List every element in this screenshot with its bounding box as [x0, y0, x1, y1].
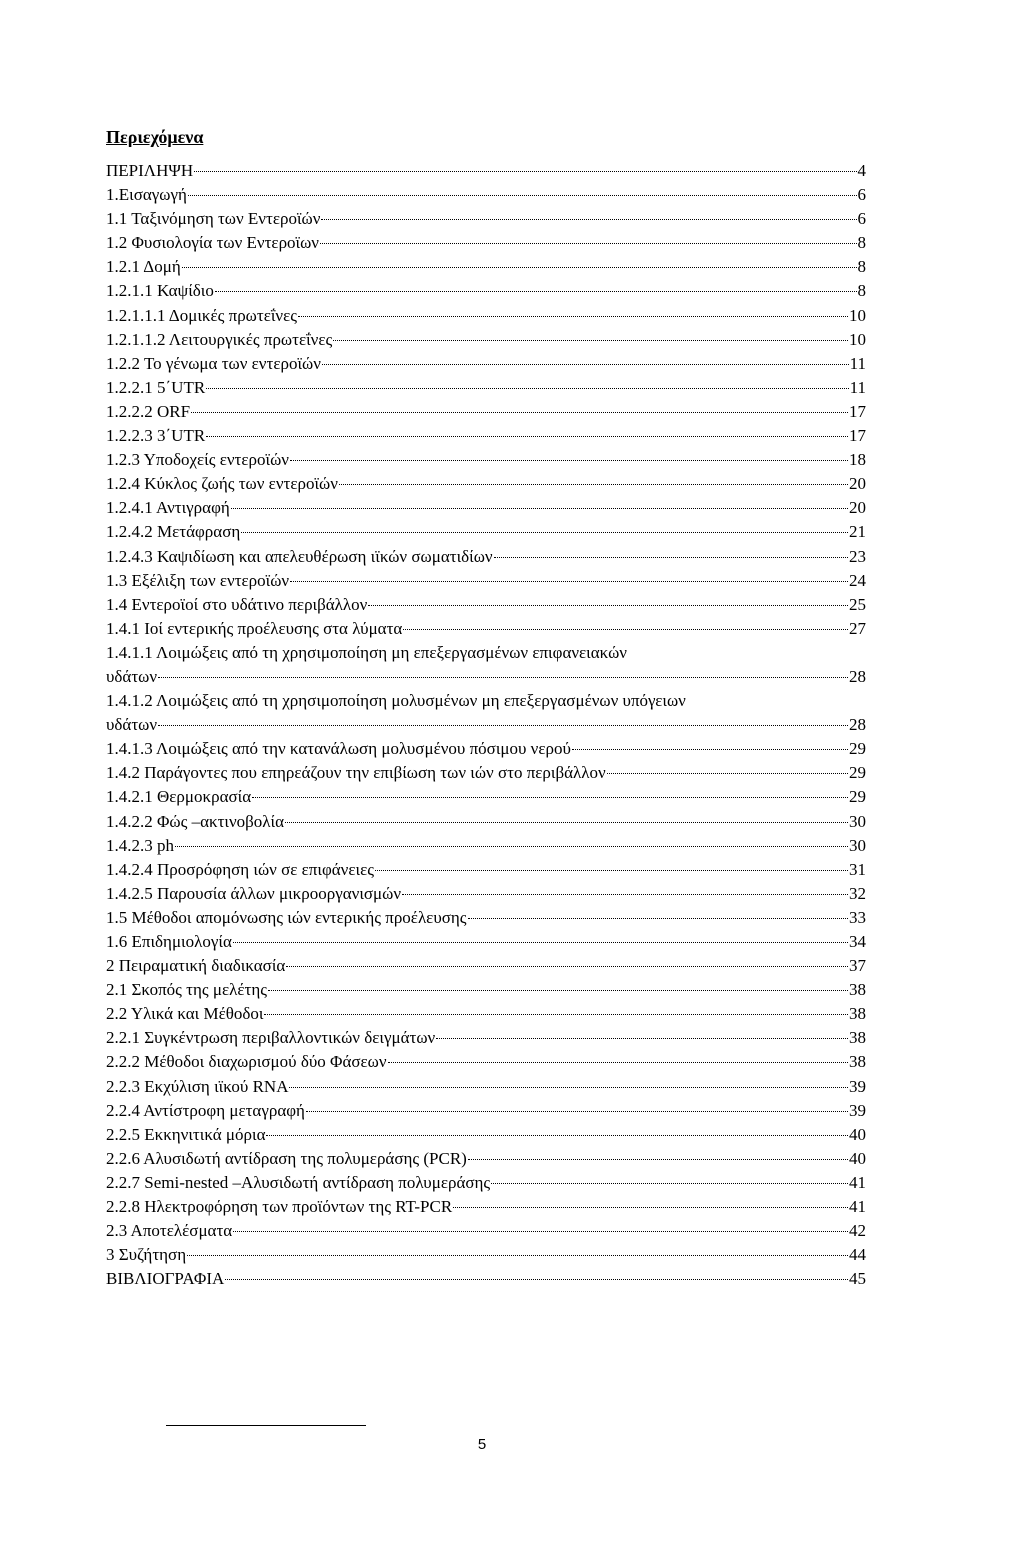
dot-leader: [468, 918, 848, 919]
dot-leader: [187, 1255, 848, 1256]
toc-entry[interactable]: [106, 930, 866, 954]
toc-entry-page: 41: [849, 1172, 866, 1192]
toc-entry-page: 37: [849, 956, 866, 976]
dot-leader: [233, 1231, 848, 1232]
footer-rule: [166, 1425, 366, 1426]
toc-entry[interactable]: [106, 400, 866, 424]
toc-entry-label: 2.2.8 Ηλεκτροφόρηση των προϊόντων της RT-PCR: [106, 1197, 453, 1217]
toc-entry[interactable]: [106, 569, 866, 593]
dot-leader: [403, 629, 848, 630]
toc-entry[interactable]: [106, 882, 866, 906]
dot-leader: [494, 557, 848, 558]
toc-entry-label-continued: υδάτων: [106, 715, 158, 735]
toc-entry-page: 10: [849, 329, 866, 349]
toc-entry[interactable]: [106, 1026, 866, 1050]
dot-leader: [322, 364, 849, 365]
toc-entry[interactable]: [106, 834, 866, 858]
toc-entry[interactable]: [106, 328, 866, 352]
toc-entry-page: 29: [849, 739, 866, 759]
toc-entry-label: 1.4.2.2 Φώς –ακτινοβολία: [106, 811, 285, 831]
dot-leader: [158, 677, 848, 678]
toc-entry-label: 1.4.1.1 Λοιμώξεις από τη χρησιμοποίηση μη επεξεργασμένων επιφανειακών: [106, 642, 627, 662]
toc-entry-label: 1.2.2.1 5΄UTR: [106, 377, 206, 397]
toc-entry[interactable]: [106, 1219, 866, 1243]
toc-entry[interactable]: [106, 810, 866, 834]
toc-entry[interactable]: [106, 279, 866, 303]
dot-leader: [375, 870, 848, 871]
toc-entry[interactable]: [106, 858, 866, 882]
toc-entry-label: 1.2.2.2 ORF: [106, 401, 191, 421]
dot-leader: [268, 990, 848, 991]
toc-entry[interactable]: [106, 1075, 866, 1099]
toc-entry[interactable]: [106, 1147, 866, 1171]
dot-leader: [290, 581, 848, 582]
toc-entry[interactable]: [106, 593, 866, 617]
dot-leader: [453, 1207, 848, 1208]
toc-entry[interactable]: [106, 978, 866, 1002]
toc-entry[interactable]: [106, 448, 866, 472]
toc-entry-label: 2.2.6 Αλυσιδωτή αντίδραση της πολυμεράσης (PCR): [106, 1148, 467, 1168]
toc-entry[interactable]: [106, 231, 866, 255]
toc-entry-page: 11: [849, 353, 866, 373]
toc-entry[interactable]: [106, 737, 866, 761]
toc-entry-page: 32: [849, 883, 866, 903]
toc-entry[interactable]: [106, 424, 866, 448]
toc-entry-label: 1.2.2.3 3΄UTR: [106, 426, 206, 446]
dot-leader: [321, 219, 856, 220]
toc-entry[interactable]: [106, 472, 866, 496]
toc-entry-page: 20: [849, 474, 866, 494]
dot-leader: [206, 388, 848, 389]
dot-leader: [191, 412, 848, 413]
toc-entry-page: 31: [849, 859, 866, 879]
dot-leader: [607, 773, 848, 774]
dot-leader: [491, 1183, 848, 1184]
toc-entry-page: 17: [849, 426, 866, 446]
toc-entry-label: 2 Πειραματική διαδικασία: [106, 956, 286, 976]
dot-leader: [264, 1014, 848, 1015]
toc-entry-label: 2.2.5 Εκκηνιτικά μόρια: [106, 1124, 266, 1144]
toc-entry[interactable]: [106, 520, 866, 544]
page-number: 5: [477, 1436, 487, 1453]
dot-leader: [194, 171, 856, 172]
toc-entry[interactable]: [106, 1171, 866, 1195]
toc-entry[interactable]: [106, 954, 866, 978]
toc-entry-label: 1.4.2.4 Προσρόφηση ιών σε επιφάνειες: [106, 859, 374, 879]
toc-entry-label: 1.6 Επιδημιολογία: [106, 932, 232, 951]
toc-entry-label: 1.2.1.1.1 Δομικές πρωτεΐνες: [106, 305, 297, 325]
dot-leader: [252, 797, 848, 798]
dot-leader: [320, 243, 857, 244]
toc-entry-label: 1.2.1.1.2 Λειτουργικές πρωτεΐνες: [106, 329, 333, 349]
dot-leader: [233, 942, 848, 943]
toc-entry-page: 39: [849, 1100, 866, 1120]
toc-entry[interactable]: [106, 545, 866, 569]
toc-entry-page: 45: [849, 1269, 866, 1289]
toc-entry-label: 2.2.2 Μέθοδοι διαχωρισμού δύο Φάσεων: [106, 1052, 387, 1072]
dot-leader: [285, 822, 848, 823]
toc-entry-label: 1.5 Μέθοδοι απομόνωσης ιών εντερικής προέλευσης: [106, 907, 467, 927]
toc-entry-page: 23: [849, 546, 866, 566]
toc-entry-page: 24: [849, 570, 866, 590]
toc-entry-page: 28: [849, 666, 866, 686]
toc-entry-page: 8: [857, 233, 866, 253]
toc-entry[interactable]: [106, 785, 866, 809]
toc-entry[interactable]: [106, 1195, 866, 1219]
dot-leader: [289, 1087, 848, 1088]
toc-entry-page: 39: [849, 1076, 866, 1096]
toc-entry-label: 1.4.2.1 Θερμοκρασία: [106, 787, 252, 807]
dot-leader: [231, 508, 848, 509]
toc-entry-label: 1.3 Εξέλιξη των εντεροϊών: [106, 570, 290, 590]
toc-entry-page: 6: [857, 185, 866, 205]
dot-leader: [298, 316, 848, 317]
toc-entry-label: 2.2.4 Αντίστροφη μεταγραφή: [106, 1100, 305, 1120]
toc-entry-page: 38: [849, 980, 866, 1000]
toc-entry[interactable]: [106, 1099, 866, 1123]
toc-entry-label: 2.2.3 Εκχύλιση ιϊκού RNA: [106, 1076, 289, 1096]
toc-entry-label: 1.2.4.2 Μετάφραση: [106, 522, 241, 542]
toc-entry[interactable]: [106, 689, 866, 737]
toc-entry[interactable]: [106, 617, 866, 641]
toc-entry-label: 1.4.1.3 Λοιμώξεις από την κατανάλωση μολυσμένου πόσιμου νερού: [106, 739, 571, 759]
toc-entry-page: 11: [849, 377, 866, 397]
toc-entry[interactable]: [106, 376, 866, 400]
dot-leader: [339, 484, 848, 485]
toc-entry-label: 1.Εισαγωγή: [106, 185, 187, 205]
toc-entry-page: 41: [849, 1197, 866, 1217]
toc-entry-label: 1.4.2.3 ph: [106, 835, 174, 855]
toc-list: [106, 159, 866, 1291]
toc-entry-label: 2.2.1 Συγκέντρωση περιβαλλοντικών δειγμάτων: [106, 1028, 436, 1048]
dot-leader: [286, 966, 848, 967]
toc-entry-page: 29: [849, 787, 866, 807]
toc-entry[interactable]: [106, 159, 866, 183]
toc-entry[interactable]: [106, 641, 866, 689]
toc-entry-page: 20: [849, 498, 866, 518]
toc-entry-label: 1.2 Φυσιολογία των Εντεροϊων: [106, 233, 319, 253]
toc-entry-label: 2.1 Σκοπός της μελέτης: [106, 980, 267, 1000]
toc-entry-page: 38: [849, 1028, 866, 1048]
toc-entry-page: 44: [849, 1245, 866, 1265]
dot-leader: [290, 460, 848, 461]
toc-entry-page: 10: [849, 305, 866, 325]
toc-entry-page: 18: [849, 450, 866, 470]
toc-entry[interactable]: [106, 207, 866, 231]
toc-entry[interactable]: [106, 304, 866, 328]
dot-leader: [266, 1135, 848, 1136]
dot-leader: [402, 894, 848, 895]
dot-leader: [206, 436, 848, 437]
toc-entry-label: 1.1 Ταξινόμηση των Εντεροϊών: [106, 209, 321, 229]
toc-entry-page: 42: [849, 1221, 866, 1241]
toc-entry-label: ΠΕΡΙΛΗΨΗ: [106, 161, 194, 180]
toc-entry[interactable]: [106, 906, 866, 930]
toc-entry-label: 1.2.4 Κύκλος ζωής των εντεροϊών: [106, 474, 338, 494]
dot-leader: [306, 1111, 848, 1112]
dot-leader: [436, 1038, 848, 1039]
toc-entry-page: 30: [849, 835, 866, 855]
dot-leader: [368, 605, 848, 606]
toc-entry-page: 34: [849, 932, 866, 951]
dot-leader: [241, 532, 848, 533]
toc-entry-page: 30: [849, 811, 866, 831]
toc-entry-page: 6: [857, 209, 866, 229]
dot-leader: [182, 267, 857, 268]
dot-leader: [388, 1062, 848, 1063]
toc-entry-label: 1.2.4.3 Καψιδίωση και απελευθέρωση ιϊκών σωματιδίων: [106, 546, 493, 566]
toc-entry[interactable]: [106, 1050, 866, 1074]
toc-entry-page: 4: [857, 161, 866, 180]
toc-entry-page: 28: [849, 715, 866, 735]
dot-leader: [215, 291, 857, 292]
toc-entry[interactable]: [106, 1123, 866, 1147]
toc-entry[interactable]: [106, 352, 866, 376]
toc-entry-label: 1.2.3 Υποδοχείς εντεροϊών: [106, 450, 289, 470]
toc-entry[interactable]: [106, 761, 866, 785]
dot-leader: [188, 195, 857, 196]
toc-entry[interactable]: [106, 1267, 866, 1291]
toc-entry-page: 40: [849, 1124, 866, 1144]
toc-entry-page: 38: [849, 1004, 866, 1024]
toc-entry-label: 3 Συζήτηση: [106, 1245, 187, 1265]
dot-leader: [468, 1159, 848, 1160]
toc-entry-page: 33: [849, 907, 866, 927]
toc-entry-page: 21: [849, 522, 866, 542]
toc-title: Περιεχόμενα: [106, 127, 204, 147]
toc-entry-label: 1.2.1.1 Καψίδιο: [106, 281, 214, 301]
toc-entry[interactable]: [106, 183, 866, 207]
dot-leader: [175, 846, 848, 847]
toc-entry[interactable]: [106, 1002, 866, 1026]
toc-entry[interactable]: [106, 496, 866, 520]
dot-leader: [158, 725, 848, 726]
dot-leader: [333, 340, 848, 341]
toc-entry-label: 2.2.7 Semi-nested –Αλυσιδωτή αντίδραση πολυμεράσης: [106, 1172, 491, 1192]
toc-entry-label: ΒΙΒΛΙΟΓΡΑΦΙΑ: [106, 1269, 225, 1289]
dot-leader: [225, 1279, 848, 1280]
toc-entry[interactable]: [106, 1243, 866, 1267]
toc-entry-page: 8: [857, 257, 866, 277]
toc-entry-label: 1.2.2 Το γένωμα των εντεροϊών: [106, 353, 321, 373]
toc-entry-page: 29: [849, 763, 866, 783]
toc-entry-page: 8: [857, 281, 866, 301]
toc-entry-page: 38: [849, 1052, 866, 1072]
toc-entry-label: 2.3 Αποτελέσματα: [106, 1221, 233, 1241]
toc-entry-label: 1.4.2.5 Παρουσία άλλων μικροοργανισμών: [106, 883, 402, 903]
toc-entry-label: 1.4 Εντεροϊοί στο υδάτινο περιβάλλον: [106, 594, 368, 614]
toc-entry-page: 25: [849, 594, 866, 614]
toc-entry-label: 1.4.1.2 Λοιμώξεις από τη χρησιμοποίηση μολυσμένων μη επεξεργασμένων υπόγειων: [106, 691, 686, 711]
toc-entry-label: 1.2.1 Δομή: [106, 257, 181, 277]
toc-entry-page: 40: [849, 1148, 866, 1168]
toc-entry[interactable]: [106, 255, 866, 279]
toc-entry-label: 2.2 Υλικά και Μέθοδοι: [106, 1004, 264, 1024]
toc-entry-label-continued: υδάτων: [106, 666, 158, 686]
toc-entry-page: 17: [849, 401, 866, 421]
toc-entry-label: 1.4.1 Ιοί εντερικής προέλευσης στα λύματα: [106, 618, 403, 638]
toc-entry-label: 1.4.2 Παράγοντες που επηρεάζουν την επιβίωση των ιών στο περιβάλλον: [106, 763, 606, 783]
dot-leader: [572, 749, 848, 750]
toc-entry-page: 27: [849, 618, 866, 638]
toc-entry-label: 1.2.4.1 Αντιγραφή: [106, 498, 230, 518]
